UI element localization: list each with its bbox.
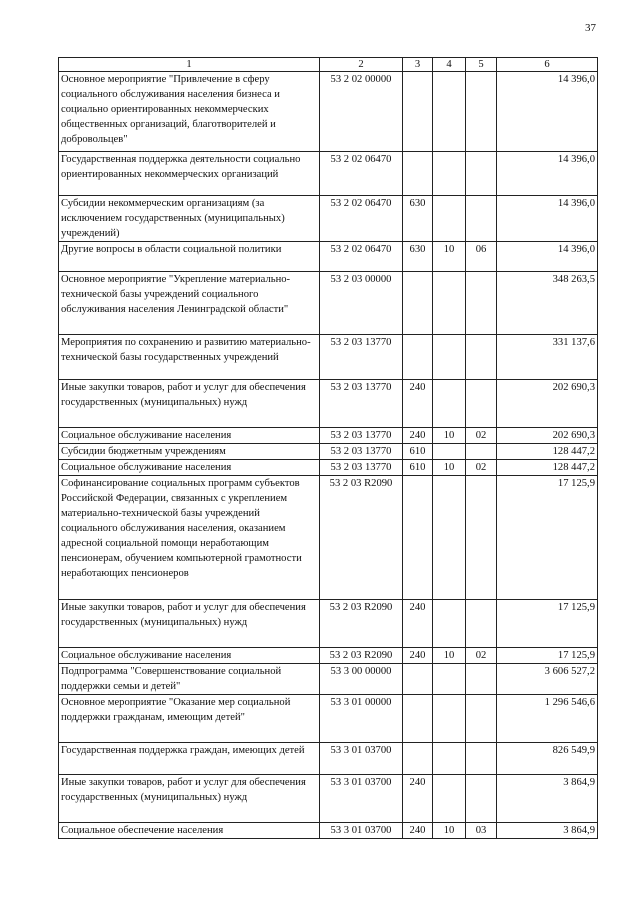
row-expense-type: 240 (403, 775, 433, 823)
row-expense-type: 240 (403, 648, 433, 664)
row-code: 53 2 03 13770 (320, 335, 403, 380)
table-row (59, 152, 598, 196)
row-amount: 202 690,3 (497, 428, 598, 444)
row-amount: 3 864,9 (497, 823, 598, 839)
row-section (433, 380, 466, 428)
row-code: 53 2 03 13770 (320, 380, 403, 428)
row-expense-type (403, 695, 433, 743)
row-amount: 1 296 546,6 (497, 695, 598, 743)
row-name: Основное мероприятие "Укрепление материально-технической базы учреждений социального обслуживания населения Ленинградской области" (59, 272, 320, 335)
row-expense-type (403, 476, 433, 600)
row-expense-type: 610 (403, 460, 433, 476)
table-row (59, 380, 598, 428)
row-section (433, 664, 466, 695)
row-name: Мероприятия по сохранению и развитию материально-технической базы государственных учреждений (59, 335, 320, 380)
row-section: 10 (433, 823, 466, 839)
table-row (59, 242, 598, 272)
row-section (433, 743, 466, 775)
row-subsection (466, 775, 497, 823)
row-code: 53 2 03 R2090 (320, 476, 403, 600)
table-row (59, 72, 598, 152)
table-row (59, 444, 598, 460)
row-subsection (466, 743, 497, 775)
row-code: 53 2 02 06470 (320, 196, 403, 242)
row-name: Софинансирование социальных программ субъектов Российской Федерации, связанных с укреплением материально-технической базы учреждений социального обслуживания населения, оказанием адресной социальной помощи неработающим пенсионерам, обучением компьютерной грамотности неработающих пенсионеров (59, 476, 320, 600)
table-row (59, 460, 598, 476)
row-amount: 348 263,5 (497, 272, 598, 335)
page-number: 37 (585, 22, 596, 34)
table-row (59, 600, 598, 648)
row-amount: 331 137,6 (497, 335, 598, 380)
row-name: Другие вопросы в области социальной политики (59, 242, 320, 272)
row-section (433, 476, 466, 600)
row-section: 10 (433, 242, 466, 272)
table-row (59, 648, 598, 664)
row-code: 53 3 01 03700 (320, 743, 403, 775)
row-amount: 826 549,9 (497, 743, 598, 775)
row-code: 53 2 03 13770 (320, 428, 403, 444)
row-expense-type: 240 (403, 380, 433, 428)
header-col-4: 4 (433, 58, 466, 72)
header-col-1: 1 (59, 58, 320, 72)
row-code: 53 2 02 06470 (320, 152, 403, 196)
row-name: Государственная поддержка деятельности социально ориентированных некоммерческих организаций (59, 152, 320, 196)
row-expense-type: 630 (403, 242, 433, 272)
header-col-3: 3 (403, 58, 433, 72)
row-amount: 17 125,9 (497, 648, 598, 664)
row-code: 53 2 03 00000 (320, 272, 403, 335)
row-code: 53 2 03 R2090 (320, 600, 403, 648)
row-section (433, 196, 466, 242)
table-row (59, 335, 598, 380)
table-row (59, 476, 598, 600)
row-code: 53 2 02 06470 (320, 242, 403, 272)
row-amount: 128 447,2 (497, 460, 598, 476)
row-code: 53 3 00 00000 (320, 664, 403, 695)
row-section: 10 (433, 648, 466, 664)
table-row (59, 695, 598, 743)
row-section (433, 72, 466, 152)
row-amount: 128 447,2 (497, 444, 598, 460)
row-code: 53 2 03 R2090 (320, 648, 403, 664)
row-expense-type: 240 (403, 600, 433, 648)
row-amount: 17 125,9 (497, 600, 598, 648)
row-subsection (466, 152, 497, 196)
row-section (433, 695, 466, 743)
row-name: Социальное обслуживание населения (59, 428, 320, 444)
row-section (433, 444, 466, 460)
row-subsection: 02 (466, 428, 497, 444)
row-code: 53 3 01 03700 (320, 823, 403, 839)
row-name: Субсидии бюджетным учреждениям (59, 444, 320, 460)
row-expense-type: 630 (403, 196, 433, 242)
header-col-2: 2 (320, 58, 403, 72)
row-subsection (466, 196, 497, 242)
row-subsection (466, 476, 497, 600)
row-name: Основное мероприятие "Привлечение в сферу социального обслуживания населения бизнеса и социально ориентированных некоммерческих общественных организаций, благотворителей и добровольцев" (59, 72, 320, 152)
row-amount: 3 864,9 (497, 775, 598, 823)
row-subsection: 02 (466, 648, 497, 664)
row-expense-type (403, 72, 433, 152)
header-col-5: 5 (466, 58, 497, 72)
row-amount: 3 606 527,2 (497, 664, 598, 695)
row-code: 53 2 02 00000 (320, 72, 403, 152)
row-subsection (466, 380, 497, 428)
row-section (433, 335, 466, 380)
row-amount: 14 396,0 (497, 242, 598, 272)
row-expense-type: 240 (403, 823, 433, 839)
row-amount: 14 396,0 (497, 152, 598, 196)
row-subsection (466, 444, 497, 460)
row-name: Социальное обслуживание населения (59, 460, 320, 476)
row-name: Иные закупки товаров, работ и услуг для обеспечения государственных (муниципальных) нужд (59, 775, 320, 823)
row-amount: 202 690,3 (497, 380, 598, 428)
table-header-row (59, 58, 598, 72)
row-expense-type: 240 (403, 428, 433, 444)
row-expense-type (403, 152, 433, 196)
row-section (433, 272, 466, 335)
row-subsection: 03 (466, 823, 497, 839)
row-amount: 14 396,0 (497, 196, 598, 242)
row-subsection (466, 272, 497, 335)
row-section (433, 775, 466, 823)
header-col-6: 6 (497, 58, 598, 72)
row-name: Основное мероприятие "Оказание мер социальной поддержки гражданам, имеющим детей" (59, 695, 320, 743)
table-row (59, 823, 598, 839)
row-expense-type (403, 335, 433, 380)
row-name: Социальное обеспечение населения (59, 823, 320, 839)
row-section: 10 (433, 428, 466, 444)
table-row (59, 775, 598, 823)
row-name: Социальное обслуживание населения (59, 648, 320, 664)
table-row (59, 743, 598, 775)
row-subsection (466, 695, 497, 743)
row-subsection (466, 335, 497, 380)
table-row (59, 272, 598, 335)
row-subsection (466, 664, 497, 695)
row-section (433, 600, 466, 648)
table-row (59, 428, 598, 444)
table-row (59, 664, 598, 695)
row-subsection (466, 600, 497, 648)
row-expense-type: 610 (403, 444, 433, 460)
table-row (59, 196, 598, 242)
row-expense-type (403, 272, 433, 335)
row-name: Подпрограмма "Совершенствование социальной поддержки семьи и детей" (59, 664, 320, 695)
row-name: Субсидии некоммерческим организациям (за исключением государственных (муниципальных) учреждений) (59, 196, 320, 242)
row-section: 10 (433, 460, 466, 476)
row-amount: 14 396,0 (497, 72, 598, 152)
row-expense-type (403, 664, 433, 695)
row-subsection: 06 (466, 242, 497, 272)
row-code: 53 2 03 13770 (320, 460, 403, 476)
row-code: 53 3 01 03700 (320, 775, 403, 823)
row-code: 53 2 03 13770 (320, 444, 403, 460)
row-code: 53 3 01 00000 (320, 695, 403, 743)
row-subsection: 02 (466, 460, 497, 476)
row-section (433, 152, 466, 196)
row-name: Иные закупки товаров, работ и услуг для обеспечения государственных (муниципальных) нужд (59, 380, 320, 428)
row-expense-type (403, 743, 433, 775)
row-name: Иные закупки товаров, работ и услуг для обеспечения государственных (муниципальных) нужд (59, 600, 320, 648)
row-name: Государственная поддержка граждан, имеющих детей (59, 743, 320, 775)
row-subsection (466, 72, 497, 152)
budget-table (58, 57, 598, 839)
row-amount: 17 125,9 (497, 476, 598, 600)
